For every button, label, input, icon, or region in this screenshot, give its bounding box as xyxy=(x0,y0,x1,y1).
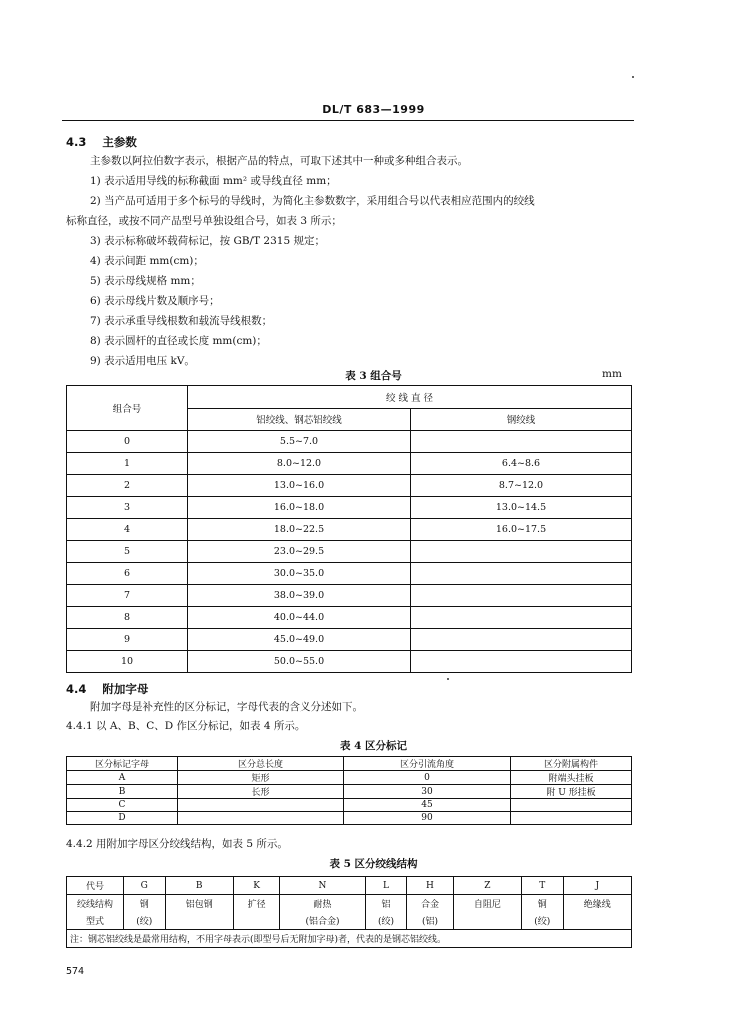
cell: 矩形 xyxy=(178,771,344,785)
col-steel-header: 钢绞线 xyxy=(411,408,632,431)
group-cell: 0 xyxy=(67,431,188,453)
table-5 xyxy=(66,876,632,948)
aluminum-cell: 40.0~44.0 xyxy=(188,607,411,629)
section-number: 4.4 xyxy=(66,682,87,696)
header-rule xyxy=(62,120,634,121)
aluminum-cell: 30.0~35.0 xyxy=(188,563,411,585)
cell xyxy=(563,912,631,930)
cell xyxy=(511,799,632,812)
table-row xyxy=(67,519,632,541)
section-title: 主参数 xyxy=(102,135,137,149)
cell xyxy=(165,912,233,930)
param-item-8: 8) 表示圆杆的直径或长度 mm(cm)； xyxy=(90,335,267,347)
col-aluminum-header: 铝绞线、钢芯铝绞线 xyxy=(188,408,411,431)
aluminum-cell: 8.0~12.0 xyxy=(188,453,411,475)
cell: 45 xyxy=(344,799,511,812)
group-cell: 10 xyxy=(67,651,188,673)
param-item-6: 6) 表示母线片数及顺序号； xyxy=(90,295,220,307)
table-3 xyxy=(66,385,632,673)
section-4-4-heading xyxy=(66,681,148,697)
cell: 绝缘线 xyxy=(563,895,631,913)
steel-cell xyxy=(411,431,632,453)
cell: 长形 xyxy=(178,785,344,799)
group-cell: 5 xyxy=(67,541,188,563)
table-row xyxy=(67,895,632,913)
col-diameter-header: 绞 线 直 径 xyxy=(188,386,632,409)
cell: (绞) xyxy=(521,912,563,930)
cell: B xyxy=(165,877,233,895)
cell: (铝合金) xyxy=(280,912,365,930)
steel-cell xyxy=(411,541,632,563)
cell: T xyxy=(521,877,563,895)
param-item-7: 7) 表示承重导线根数和载流导线根数； xyxy=(90,315,273,327)
cell xyxy=(511,812,632,825)
cell: J xyxy=(563,877,631,895)
aluminum-cell: 16.0~18.0 xyxy=(188,497,411,519)
col-header: 区分标记字母 xyxy=(67,757,178,771)
col-header: 区分总长度 xyxy=(178,757,344,771)
steel-cell xyxy=(411,651,632,673)
table-row xyxy=(67,541,632,563)
group-cell: 4 xyxy=(67,519,188,541)
param-item-9: 9) 表示适用电压 kV。 xyxy=(90,355,195,367)
col-group-header: 组合号 xyxy=(67,386,188,431)
table-row xyxy=(67,629,632,651)
param-item-4: 4) 表示间距 mm(cm)； xyxy=(90,255,204,267)
group-cell: 9 xyxy=(67,629,188,651)
table-row xyxy=(67,475,632,497)
cell: 铝 xyxy=(365,895,407,913)
table-row xyxy=(67,912,632,930)
param-item-1: 1) 表示适用导线的标称截面 mm² 或导线直径 mm； xyxy=(90,175,337,187)
section-title: 附加字母 xyxy=(102,682,149,696)
cell: 0 xyxy=(344,771,511,785)
table-4 xyxy=(66,756,632,825)
cell: B xyxy=(67,785,178,799)
group-cell: 6 xyxy=(67,563,188,585)
table-row xyxy=(67,431,632,453)
cell: 附 U 形挂板 xyxy=(511,785,632,799)
table-row xyxy=(67,585,632,607)
group-cell: 8 xyxy=(67,607,188,629)
aluminum-cell: 50.0~55.0 xyxy=(188,651,411,673)
cell: G xyxy=(124,877,166,895)
cell xyxy=(178,799,344,812)
cell: H xyxy=(407,877,453,895)
aluminum-cell: 45.0~49.0 xyxy=(188,629,411,651)
table-row xyxy=(67,453,632,475)
cell: D xyxy=(67,812,178,825)
aluminum-cell: 13.0~16.0 xyxy=(188,475,411,497)
page-number: 574 xyxy=(66,966,85,977)
cell: 代号 xyxy=(67,877,124,895)
cell: Z xyxy=(453,877,521,895)
param-item-3: 3) 表示标称破坏载荷标记，按 GB/T 2315 规定； xyxy=(90,235,325,247)
param-item-2-cont: 标称直径，或按不同产品型号单独设组合号，如表 3 所示； xyxy=(66,215,342,227)
table-row xyxy=(67,607,632,629)
cell: 耐热 xyxy=(280,895,365,913)
speck-mark xyxy=(447,678,449,680)
cell: 绞线结构 xyxy=(67,895,124,913)
table-row xyxy=(67,497,632,519)
table-row xyxy=(67,785,632,799)
group-cell: 7 xyxy=(67,585,188,607)
section-4-4-1: 4.4.1 以 A、B、C、D 作区分标记，如表 4 所示。 xyxy=(66,720,306,732)
cell xyxy=(453,912,521,930)
cell: N xyxy=(280,877,365,895)
cell: (绞) xyxy=(365,912,407,930)
cell: K xyxy=(233,877,279,895)
cell: 扩径 xyxy=(233,895,279,913)
table-5-note: 注：钢芯铝绞线是最常用结构，不用字母表示(即型号后无附加字母)者，代表的是钢芯铝绞线。 xyxy=(67,930,632,948)
section-4-3-heading xyxy=(66,134,137,150)
steel-cell: 13.0~14.5 xyxy=(411,497,632,519)
steel-cell xyxy=(411,563,632,585)
col-header: 区分附属构件 xyxy=(511,757,632,771)
table-note-row xyxy=(67,930,632,948)
cell: 铜 xyxy=(521,895,563,913)
cell xyxy=(178,812,344,825)
cell: 合金 xyxy=(407,895,453,913)
table-3-unit: mm xyxy=(602,368,622,380)
param-item-5: 5) 表示母线规格 mm； xyxy=(90,275,201,287)
cell: 铝包钢 xyxy=(165,895,233,913)
table-3-caption: 表 3 组合号 xyxy=(345,370,402,382)
steel-cell: 8.7~12.0 xyxy=(411,475,632,497)
aluminum-cell: 38.0~39.0 xyxy=(188,585,411,607)
cell: 30 xyxy=(344,785,511,799)
cell: 自阻尼 xyxy=(453,895,521,913)
cell: C xyxy=(67,799,178,812)
col-header: 区分引流角度 xyxy=(344,757,511,771)
cell: 型式 xyxy=(67,912,124,930)
speck-mark xyxy=(632,76,634,78)
section-number: 4.3 xyxy=(66,135,87,149)
section-4-3-intro: 主参数以阿拉伯数字表示，根据产品的特点，可取下述其中一种或多种组合表示。 xyxy=(90,155,468,167)
table-row xyxy=(67,771,632,785)
section-4-4-intro: 附加字母是补充性的区分标记，字母代表的含义分述如下。 xyxy=(90,701,363,713)
steel-cell: 16.0~17.5 xyxy=(411,519,632,541)
table-4-caption: 表 4 区分标记 xyxy=(339,740,408,752)
table-row xyxy=(67,799,632,812)
section-4-4-2: 4.4.2 用附加字母区分绞线结构，如表 5 所示。 xyxy=(66,838,288,850)
steel-cell xyxy=(411,607,632,629)
running-header: DL/T 683—1999 xyxy=(322,103,425,116)
table-row xyxy=(67,812,632,825)
steel-cell: 6.4~8.6 xyxy=(411,453,632,475)
cell: 附端头挂板 xyxy=(511,771,632,785)
group-cell: 1 xyxy=(67,453,188,475)
cell: 90 xyxy=(344,812,511,825)
cell: 钢 xyxy=(124,895,166,913)
aluminum-cell: 5.5~7.0 xyxy=(188,431,411,453)
steel-cell xyxy=(411,629,632,651)
aluminum-cell: 23.0~29.5 xyxy=(188,541,411,563)
group-cell: 3 xyxy=(67,497,188,519)
group-cell: 2 xyxy=(67,475,188,497)
param-item-2: 2) 当产品可适用于多个标号的导线时，为简化主参数数字，采用组合号以代表相应范围内的绞线 xyxy=(90,195,535,207)
cell: (铝) xyxy=(407,912,453,930)
cell: A xyxy=(67,771,178,785)
steel-cell xyxy=(411,585,632,607)
cell: (绞) xyxy=(124,912,166,930)
table-5-caption: 表 5 区分绞线结构 xyxy=(329,858,418,870)
cell: L xyxy=(365,877,407,895)
table-row xyxy=(67,563,632,585)
table-row xyxy=(67,877,632,895)
table-row xyxy=(67,651,632,673)
aluminum-cell: 18.0~22.5 xyxy=(188,519,411,541)
cell xyxy=(233,912,279,930)
